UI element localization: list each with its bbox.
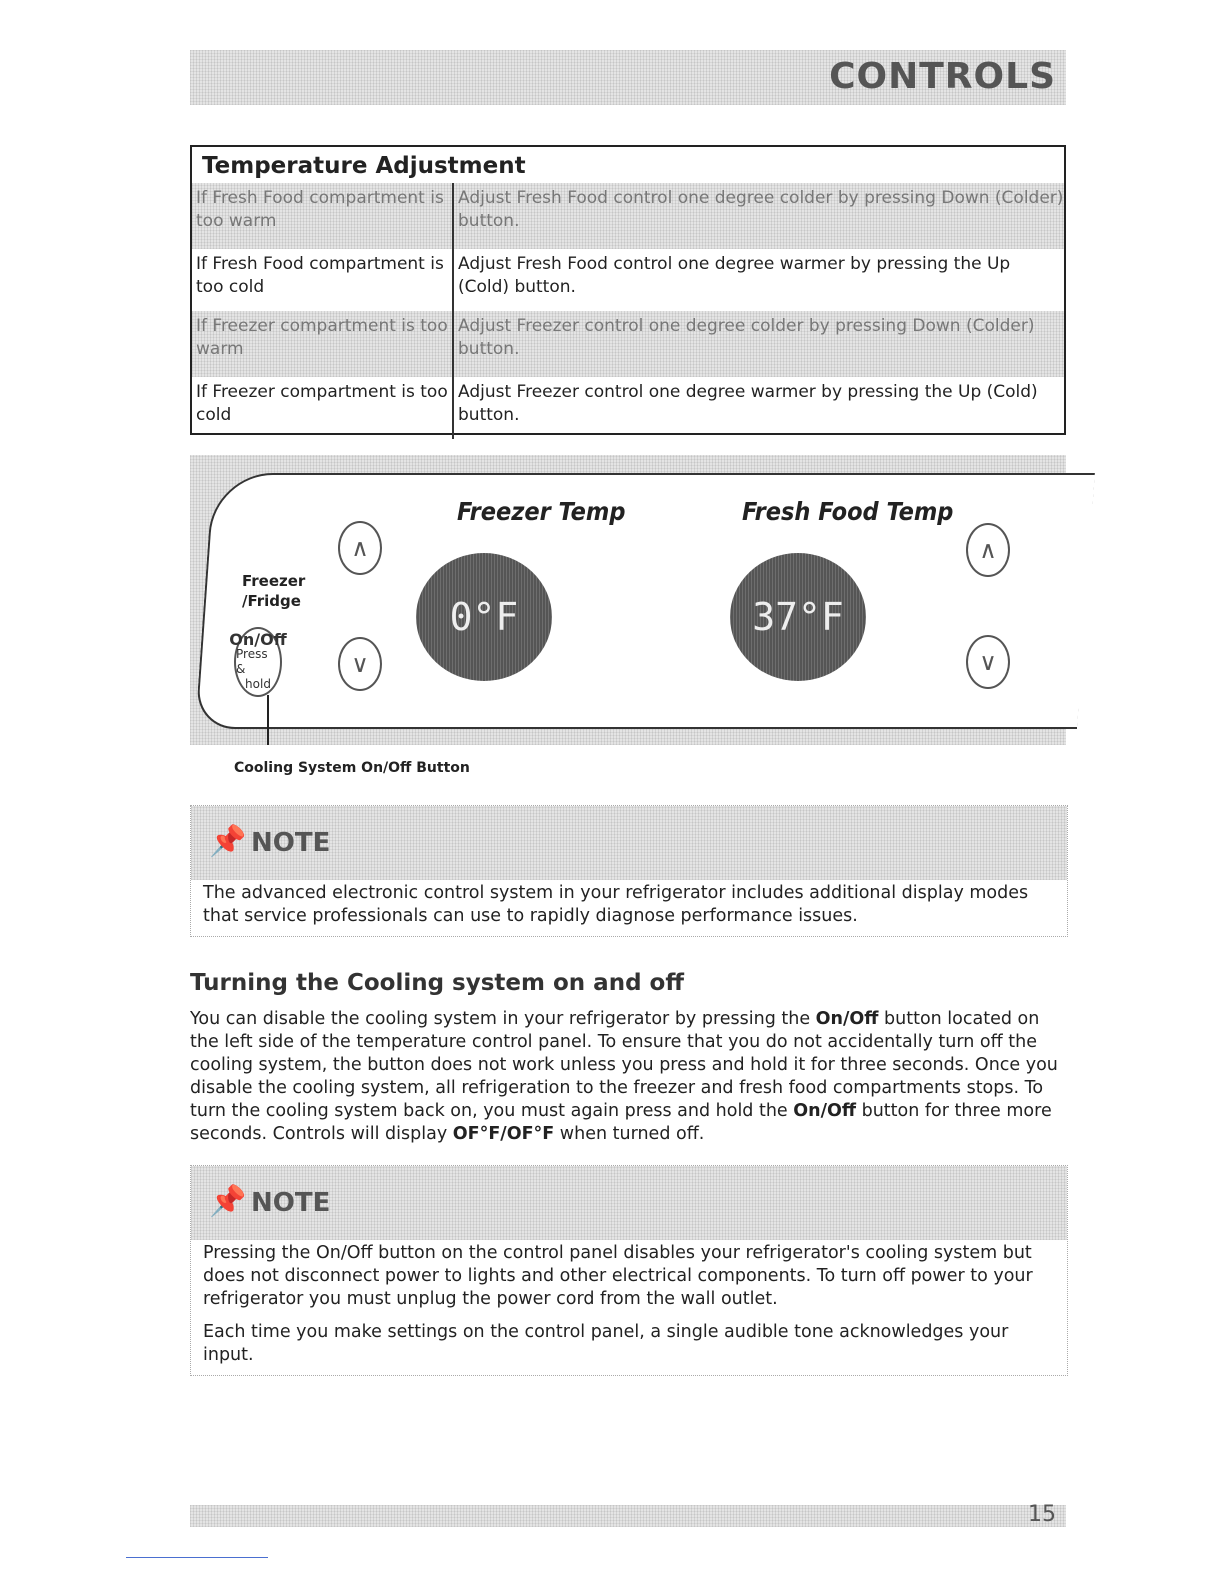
section-body: [190, 1008, 1060, 1146]
panel-caption: Cooling System On/Off Button: [234, 760, 470, 776]
freezer-temp-label: Freezer Temp: [457, 497, 626, 526]
chevron-up-icon: ∧: [979, 536, 997, 564]
control-panel-illustration: [190, 455, 1066, 745]
action-cell: Adjust Fresh Food control one degree warmer by pressing the Up (Cold) button.: [458, 254, 1011, 297]
mode-label-line2: /Fridge: [242, 592, 301, 610]
note-header: [191, 806, 1067, 880]
action-cell: Adjust Freezer control one degree colder by pressing Down (Colder) button.: [458, 316, 1035, 359]
mode-label-line1: Freezer: [242, 572, 306, 590]
panel-face: [195, 473, 1095, 729]
note-header: [191, 1166, 1067, 1240]
body-bold: On/Off: [793, 1101, 857, 1121]
section-title: CONTROLS: [829, 56, 1056, 97]
chevron-down-icon: ∨: [351, 650, 369, 678]
pushpin-icon: 📌: [209, 824, 247, 859]
note-title: NOTE: [251, 1188, 331, 1218]
body-bold: OF°F/OF°F: [452, 1124, 555, 1144]
footer-rule: [126, 1557, 268, 1558]
table-title: Temperature Adjustment: [202, 153, 526, 179]
condition-cell: If Fresh Food compartment is too cold: [192, 249, 454, 311]
freezer-display: 0°F: [416, 553, 552, 681]
temperature-adjustment-table: [190, 145, 1066, 435]
note-text: Pressing the On/Off button on the control panel disables your refrigerator's cooling system but does not disconnect power to lights and other electrical components. To turn off power to your refrigerator you must unplug the power cord from the wall outlet.: [203, 1243, 1033, 1309]
freezer-down-button[interactable]: [338, 637, 382, 691]
body-text: when turned off.: [554, 1124, 705, 1144]
page-number: 15: [1028, 1502, 1056, 1527]
action-cell: Adjust Freezer control one degree warmer by pressing the Up (Cold) button.: [458, 382, 1038, 425]
fresh-food-display: 37°F: [730, 553, 866, 681]
note-box: [190, 1165, 1068, 1376]
freezer-fridge-label: [242, 571, 305, 611]
condition-cell: If Freezer compartment is too warm: [192, 311, 454, 377]
note-box: [190, 805, 1068, 937]
hold-label: hold: [245, 677, 271, 691]
note-text: Each time you make settings on the control panel, a single audible tone acknowledges your input.: [203, 1322, 1009, 1365]
callout-line: [267, 695, 269, 745]
freezer-up-button[interactable]: [338, 521, 382, 575]
note-title: NOTE: [251, 828, 331, 858]
note-text: The advanced electronic control system in your refrigerator includes additional display modes that service professionals can use to rapidly diagnose performance issues.: [203, 883, 1029, 926]
condition-cell: If Freezer compartment is too cold: [192, 377, 454, 439]
footer-bar: [190, 1502, 1066, 1527]
body-bold: On/Off: [815, 1009, 879, 1029]
table-row: [192, 377, 1064, 439]
table-row: [192, 183, 1064, 249]
fresh-food-temp-label: Fresh Food Temp: [742, 497, 954, 526]
body-text: button for three more seconds. Controls will display: [190, 1101, 1052, 1144]
condition-cell: If Fresh Food compartment is too warm: [192, 183, 454, 249]
table-row: [192, 311, 1064, 377]
chevron-up-icon: ∧: [351, 534, 369, 562]
body-text: button located on the left side of the temperature control panel. To ensure that you do not accidentally turn off the cooling system, the button does not work unless you press and hold it for three seconds. Once you disable the cooling system, all refrigeration to the freezer and fresh food compartments stops. To turn the cooling system back on, you must again press and hold the: [190, 1009, 1058, 1121]
fresh-food-down-button[interactable]: [966, 635, 1010, 689]
press-label: Press &: [236, 647, 268, 676]
section-header: [190, 50, 1066, 105]
chevron-down-icon: ∨: [979, 648, 997, 676]
fresh-food-up-button[interactable]: [966, 523, 1010, 577]
on-off-label: On/Off: [229, 630, 287, 649]
action-cell: Adjust Fresh Food control one degree colder by pressing Down (Colder) button.: [458, 188, 1064, 231]
on-off-button[interactable]: [229, 627, 287, 697]
body-text: You can disable the cooling system in your refrigerator by pressing the: [190, 1009, 816, 1029]
table-row: [192, 249, 1064, 311]
pushpin-icon: 📌: [209, 1184, 247, 1219]
section-heading: Turning the Cooling system on and off: [190, 970, 684, 996]
